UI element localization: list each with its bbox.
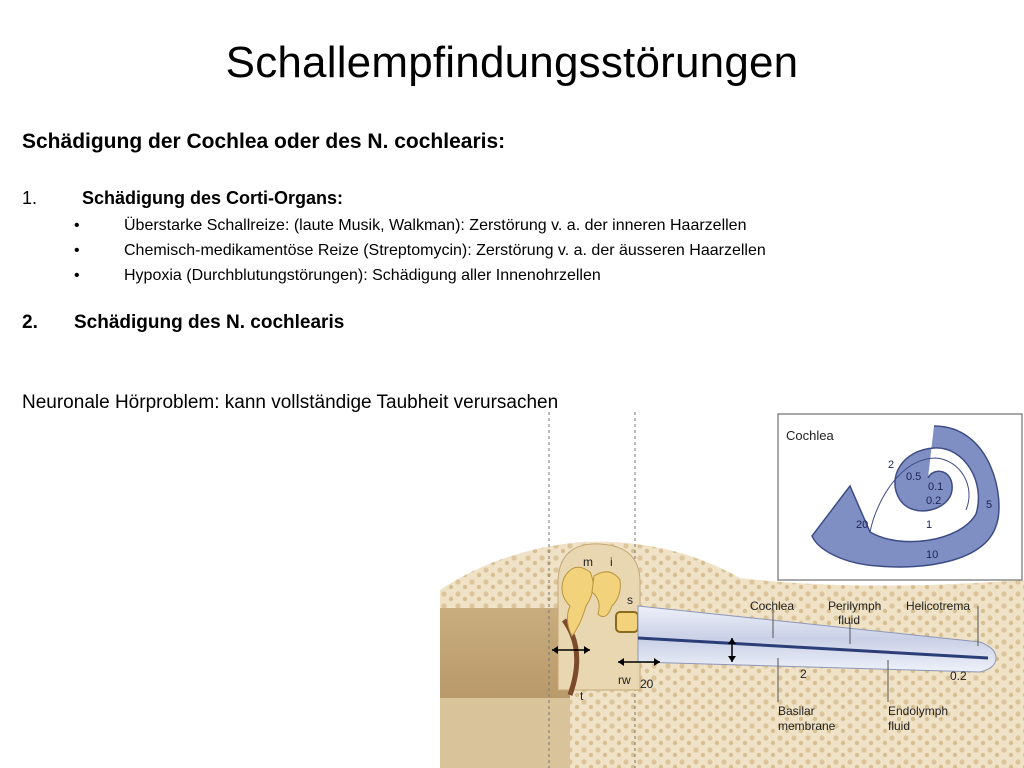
label-rw: rw (618, 673, 631, 687)
inset-freq-label: 0.1 (928, 481, 944, 493)
inset-freq-label: 5 (986, 499, 993, 511)
cochlea-figure (440, 410, 1024, 768)
label-endolymph-fluid: fluid (888, 719, 911, 733)
bullet-item (74, 238, 766, 263)
bullet-dot: • (74, 217, 80, 234)
slide-title: Schallempfindungsstörungen (225, 38, 799, 87)
label-perilymph: Perilymph (828, 599, 882, 613)
stapes-ossicle (616, 612, 638, 632)
bullet-text: Chemisch-medikamentöse Reize (Streptomycin): Zerstörung v. a. der äusseren Haarzellen (124, 242, 766, 259)
list-item-1 (22, 188, 343, 209)
label-apex-freq: 0.2 (950, 669, 967, 683)
list-title-2: Schädigung des N. cochlearis (74, 312, 345, 333)
label-perilymph-fluid: fluid (838, 613, 861, 627)
bullet-list (74, 213, 766, 288)
label-mid-freq: 2 (800, 667, 807, 681)
label-helicotrema: Helicotrema (906, 599, 971, 613)
inset-title: Cochlea (786, 428, 834, 443)
outer-ear-wall (440, 698, 570, 768)
bullet-item (74, 263, 766, 288)
label-basilar-membrane: membrane (778, 719, 836, 733)
list-number-1: 1. (22, 188, 38, 208)
label-m: m (583, 555, 593, 569)
inset-freq-label: 2 (888, 459, 895, 471)
list-item-2 (22, 312, 344, 334)
bullet-item (74, 213, 766, 238)
list-title-1: Schädigung des Corti-Organs: (82, 188, 344, 208)
cochlea-inset (778, 414, 1022, 580)
label-t: t (580, 689, 584, 703)
section-heading: Schädigung der Cochlea oder des N. cochlearis: (22, 130, 506, 153)
label-s: s (627, 593, 633, 607)
inset-freq-label: 10 (926, 549, 939, 561)
inset-freq-label: 0.2 (926, 495, 942, 507)
bullet-dot: • (74, 242, 80, 259)
bullet-text: Überstarke Schallreize: (laute Musik, Walkman): Zerstörung v. a. der inneren Haarzellen (124, 217, 747, 234)
label-cochlea: Cochlea (750, 599, 795, 613)
bullet-dot: • (74, 267, 80, 284)
bullet-text: Hypoxia (Durchblutungstörungen): Schädigung aller Innenohrzellen (124, 267, 601, 284)
inset-freq-label: 20 (856, 519, 869, 531)
inset-freq-label: 1 (926, 519, 933, 531)
label-rw-freq: 20 (640, 677, 654, 691)
neuronal-text: Neuronale Hörproblem: kann vollständige Taubheit verursachen (22, 392, 559, 413)
label-endolymph: Endolymph (888, 704, 949, 718)
label-i: i (610, 555, 613, 569)
cochlea-illustration (440, 410, 1024, 768)
inset-freq-label: 0.5 (906, 471, 922, 483)
list-number-2: 2. (22, 312, 38, 333)
label-basilar: Basilar (778, 704, 815, 718)
ear-canal (440, 608, 570, 698)
